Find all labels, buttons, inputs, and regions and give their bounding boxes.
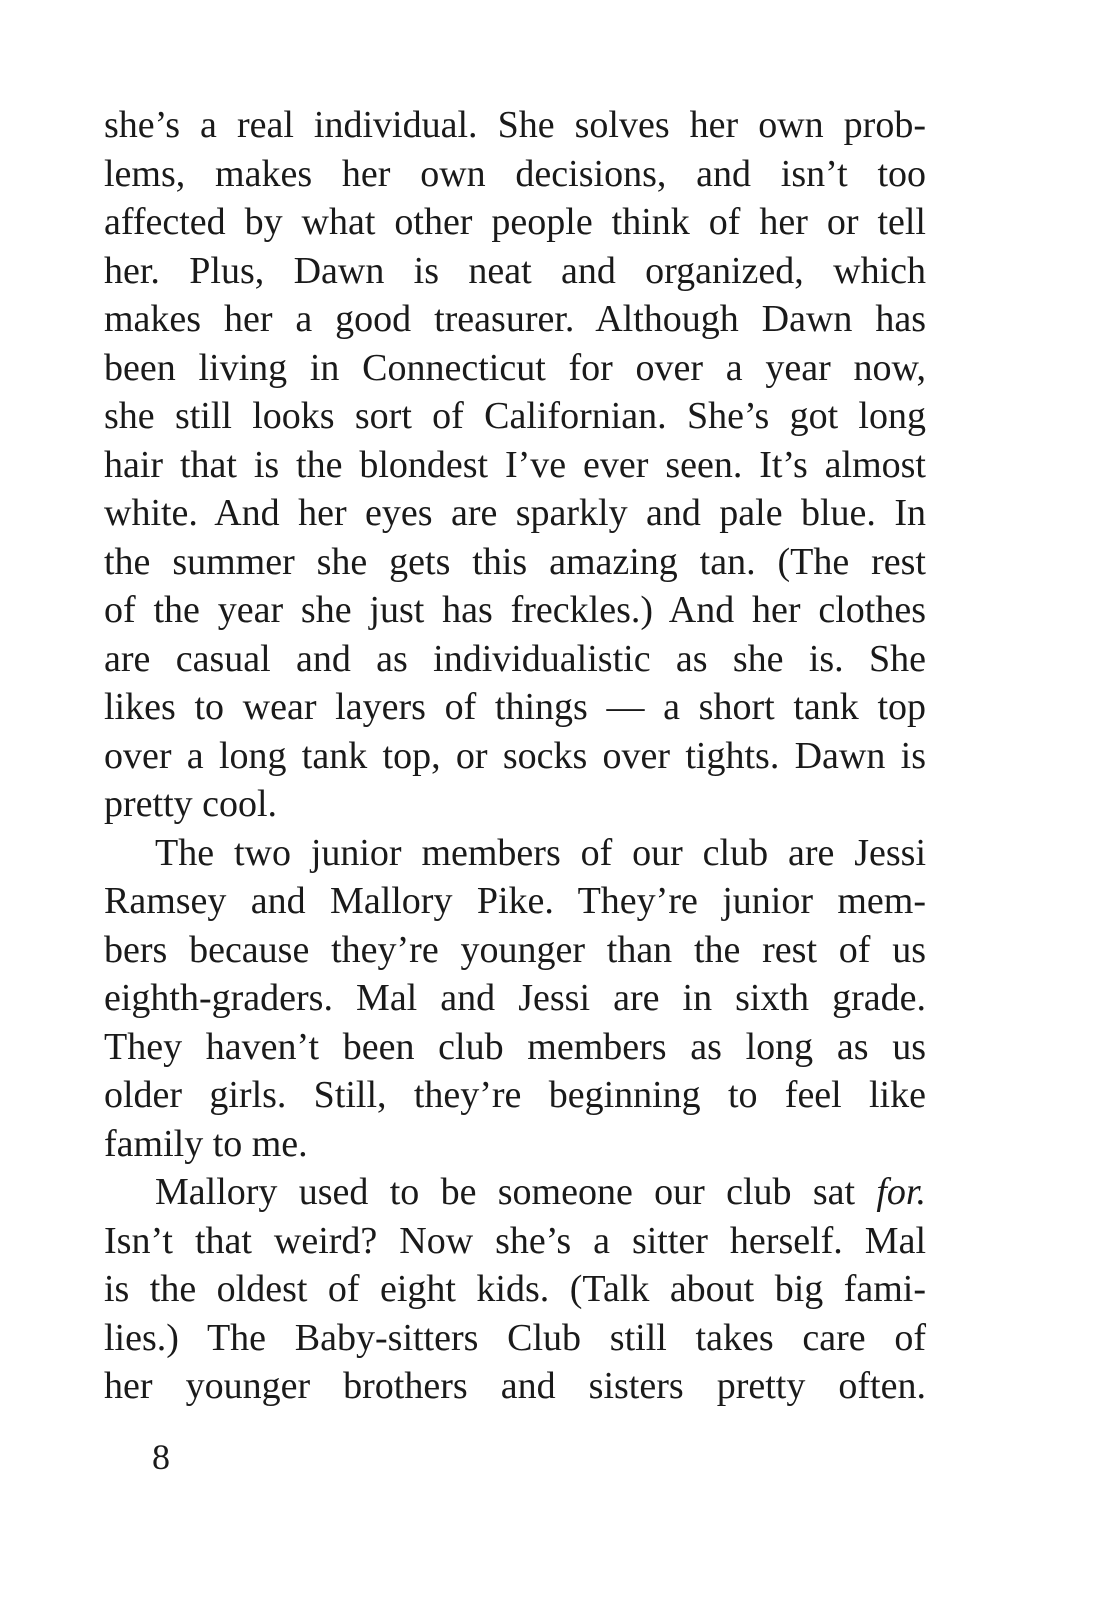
text-line	[104, 635, 926, 684]
text-line-content: the summer she gets this amazing tan. (The rest	[104, 540, 926, 583]
text-line	[104, 780, 926, 829]
text-line-content: pretty cool.	[104, 783, 278, 825]
text-line-content: over a long tank top, or socks over tights. Dawn is	[104, 734, 926, 777]
text-line	[104, 1023, 926, 1072]
text-line-content: Ramsey and Mallory Pike. They’re junior mem-	[104, 880, 926, 922]
text-line-content: her. Plus, Dawn is neat and organized, which	[104, 249, 926, 292]
text-line	[104, 829, 926, 878]
text-line-content: affected by what other people think of her or tell	[104, 201, 926, 243]
text-line-content: family to me.	[104, 1122, 308, 1165]
text-line	[104, 150, 926, 199]
body-text	[104, 101, 926, 1411]
text-line-content: Mallory used to be someone our club sat	[155, 1171, 877, 1213]
text-line-content: are casual and as individualistic as she is. She	[104, 637, 926, 680]
text-line	[104, 247, 926, 296]
text-line-content: older girls. Still, they’re beginning to feel like	[104, 1074, 926, 1116]
text-line	[104, 1120, 926, 1169]
text-line-content: is the oldest of eight kids. (Talk about big fami-	[104, 1268, 926, 1310]
text-line	[104, 295, 926, 344]
text-line	[104, 1362, 926, 1411]
text-line	[104, 1314, 926, 1363]
text-line	[104, 1168, 926, 1217]
text-line-content: bers because they’re younger than the rest of us	[104, 928, 926, 971]
emphasized-word: for.	[876, 1171, 926, 1213]
text-line-content: been living in Connecticut for over a year now,	[104, 346, 926, 389]
text-line	[104, 1217, 926, 1266]
text-line	[104, 586, 926, 635]
text-line	[104, 198, 926, 247]
text-line	[104, 392, 926, 441]
text-line	[104, 683, 926, 732]
text-line	[104, 441, 926, 490]
text-line-content: makes her a good treasurer. Although Dawn has	[104, 298, 926, 340]
text-line-content: The two junior members of our club are Jessi	[155, 831, 926, 874]
text-line	[104, 344, 926, 393]
text-line-content: white. And her eyes are sparkly and pale blue. In	[104, 492, 926, 534]
text-line	[104, 732, 926, 781]
text-line-content: eighth-graders. Mal and Jessi are in sixth grade.	[104, 977, 926, 1019]
text-line-content: she still looks sort of Californian. She’s got long	[104, 395, 926, 437]
text-line	[104, 1265, 926, 1314]
text-line	[104, 538, 926, 587]
text-line-content: she’s a real individual. She solves her own prob-	[104, 104, 926, 146]
text-line-content: lies.) The Baby-sitters Club still takes care of	[104, 1316, 926, 1359]
page-number: 8	[152, 1437, 170, 1477]
text-line-content: They haven’t been club members as long as us	[104, 1025, 926, 1068]
text-line	[104, 926, 926, 975]
text-line-content: hair that is the blondest I’ve ever seen. It’s almost	[104, 443, 926, 486]
text-line	[104, 877, 926, 926]
text-line	[104, 101, 926, 150]
text-line-content: likes to wear layers of things — a short tank top	[104, 686, 926, 728]
text-line-content: lems, makes her own decisions, and isn’t too	[104, 152, 926, 195]
text-line-content: of the year she just has freckles.) And her clothes	[104, 589, 926, 631]
text-line	[104, 974, 926, 1023]
text-line	[104, 489, 926, 538]
text-line-content: Isn’t that weird? Now she’s a sitter herself. Mal	[104, 1219, 926, 1262]
text-line-content: her younger brothers and sisters pretty often.	[104, 1365, 926, 1407]
text-line	[104, 1071, 926, 1120]
